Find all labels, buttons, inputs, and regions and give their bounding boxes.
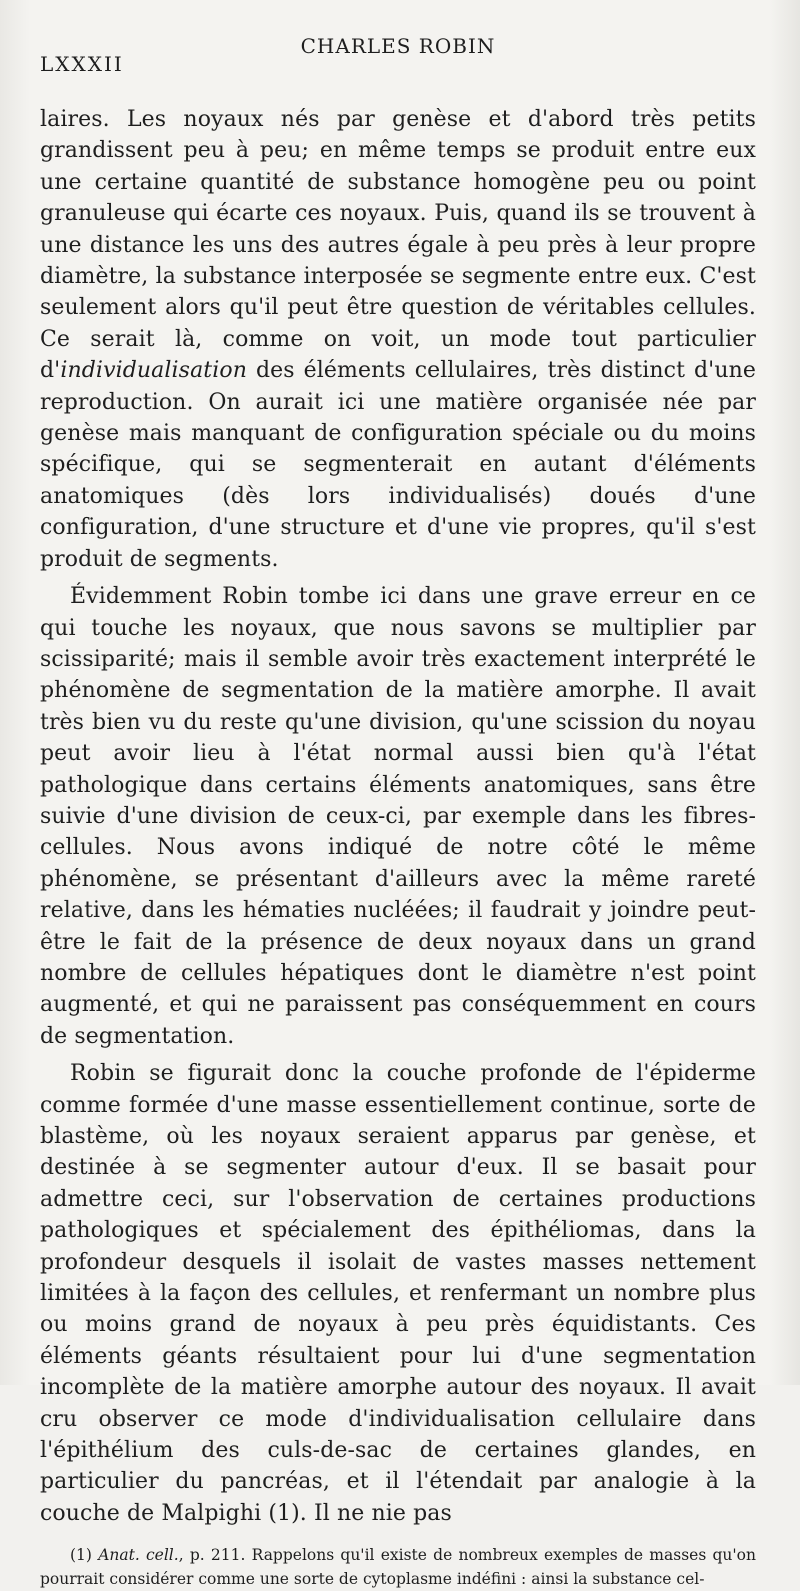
footnotes — [40, 1543, 756, 1591]
running-title: CHARLES ROBIN — [300, 34, 496, 58]
paragraph-text-before: laires. Les noyaux nés par genèse et d'abord très petits grandissent peu à peu; en même temps se produit entre eux une certaine quantité de substance homogène peu ou point granuleuse qui écarte ces noyaux. Puis, quand ils se trouvent à une distance les uns des autres égale à peu près à leur propre diamètre, la substance interposée se segmente entre eux. C'est seulement alors qu'il peut être question de véritables cellules. Ce serait là, comme on voit, un mode tout particulier d' — [40, 107, 756, 384]
paragraph-text-after: des éléments cellulaires, très distinct d'une reproduction. On aurait ici une matière organisée née par genèse mais manquant de configuration spéciale ou du moins spécifique, qui se segmenterait en autant d'éléments anatomiques (dès lors individualisés) doués d'une configuration, d'une structure et d'une vie propres, qu'il s'est produit de segments. — [40, 358, 756, 572]
emphasized-term: individualisation — [60, 358, 247, 384]
paragraph: Évidemment Robin tombe ici dans une grave erreur en ce qui touche les noyaux, que nous savons se multiplier par scissiparité; mais il semble avoir très exactement interprété le phénomène de segmentation de la matière amorphe. Il avait très bien vu du reste qu'une division, qu'une scission du noyau peut avoir lieu à l'état normal aussi bien qu'à l'état pathologique dans certains éléments anatomiques, sans être suivie d'une division de ceux-ci, par exemple dans les fibres-cellules. Nous avons indiqué de notre côté le même phénomène, se présentant d'ailleurs avec la même rareté relative, dans les hématies nucléées; il faudrait y joindre peut-être le fait de la présence de deux noyaux dans un grand nombre de cellules hépatiques dont le diamètre n'est point augmenté, et qui ne paraissent pas conséquemment en cours de segmentation. — [40, 584, 756, 1049]
footnote-marker: (1) — [70, 1546, 99, 1565]
footnote — [40, 1543, 756, 1591]
body-text — [40, 104, 756, 1529]
page-number: LXXXII — [40, 52, 124, 76]
paragraph-continued — [40, 104, 756, 575]
footnote-text: , p. 211. Rappelons qu'il existe de nombreux exemples de masses qu'on pourrait considérer comme une sorte de cytoplasme indéfini : ainsi la substance cel- — [40, 1546, 756, 1589]
footnote-source: Anat. cell. — [98, 1546, 179, 1565]
running-head — [40, 26, 756, 74]
paragraph: Robin se figurait donc la couche profonde de l'épiderme comme formée d'une masse essentiellement continue, sorte de blastème, où les noyaux seraient apparus par genèse, et destinée à se segmenter autour d'eux. Il se basait pour admettre ceci, sur l'observation de certaines productions pathologiques et spécialement des épithéliomas, dans la profondeur desquels il isolait de vastes masses nettement limitées à la façon des cellules, et renfermant un nombre plus ou moins grand de noyaux à peu près équidistants. Ces éléments géants résultaient pour lui d'une segmentation incomplète de la matière amorphe autour des noyaux. Il avait cru observer ce mode d'individualisation cellulaire dans l'épithélium des culs-de-sac de certaines glandes, en particulier du pancréas, et il l'étendait par analogie à la couche de Malpighi (1). Il ne nie pas — [40, 1061, 756, 1526]
